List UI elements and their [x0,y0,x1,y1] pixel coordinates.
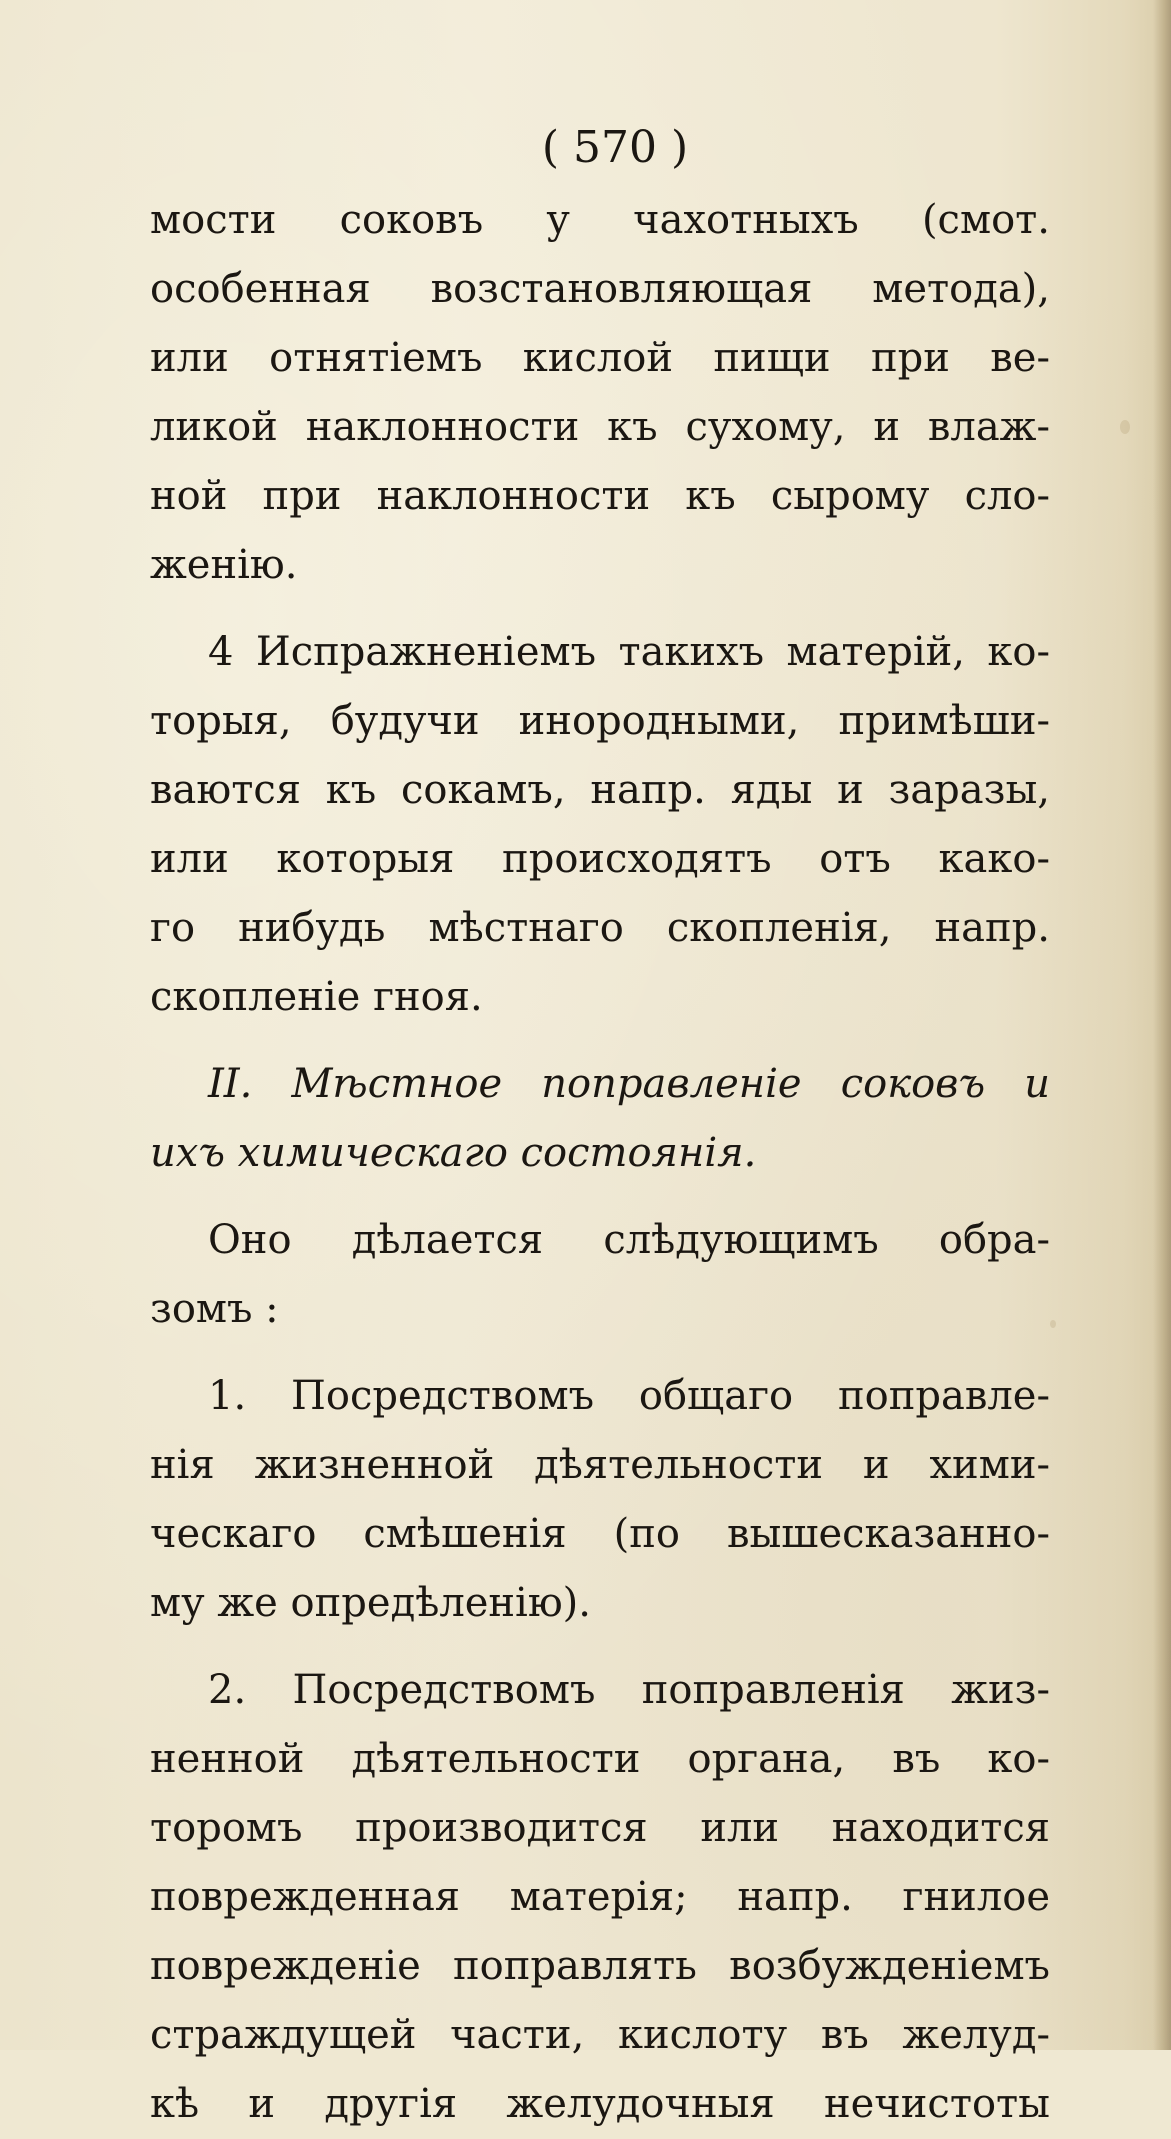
text-line: му же опредѣленiю). [150,1580,591,1626]
page-number: ( 570 ) [541,122,689,173]
section-heading-line: II. Мѣстное поправленiе соковъ и [208,1061,1050,1107]
text-line: зомъ : [150,1286,279,1332]
text-line: страждущей части, кислоту въ желуд- [150,2012,1050,2058]
list-item-1-line: 1. Посредствомъ общаго поправле- [208,1373,1050,1419]
list-item-4-line: 4 Испражненiемъ такихъ матерiй, ко- [208,629,1050,675]
text-line: кѣ и другiя желудочныя нечистоты [150,2081,1050,2127]
text-line: скопленiе гноя. [150,974,483,1020]
page-text [150,118,1050,2139]
page-spine-shadow [1153,0,1171,2050]
text-line: ной при наклонности къ сырому сло- [150,473,1050,519]
text-line: женiю. [150,542,298,588]
text-line: поврежденiе поправлять возбужденiемъ [150,1943,1050,1989]
text-line: торыя, будучи инородными, примѣши- [150,698,1050,744]
section-heading-line: ихъ химическаго состоянiя. [150,1130,757,1176]
text-line: поврежденная матерiя; напр. гнилое [150,1874,1050,1920]
text-line: ваются къ сокамъ, напр. яды и заразы, [150,767,1050,813]
paper-stain [1120,420,1130,434]
text-line: торомъ производится или находится [150,1805,1050,1851]
text-line: ненной дѣятельности органа, въ ко- [150,1736,1050,1782]
text-line: ческаго смѣшенiя (по вышесказанно- [150,1511,1050,1557]
text-line: мости соковъ у чахотныхъ (смот. [150,197,1050,243]
text-line: го нибудь мѣстнаго скопленiя, напр. [150,905,1050,951]
text-line: особенная возстановляющая метода), [150,266,1050,312]
paper-stain [1050,1320,1056,1328]
text-line: Оно дѣлается слѣдующимъ обра- [208,1217,1050,1263]
text-line: ликой наклонности къ сухому, и влаж- [150,404,1050,450]
text-line: или отнятiемъ кислой пищи при ве- [150,335,1050,381]
list-item-2-line: 2. Посредствомъ поправленiя жиз- [208,1667,1050,1713]
text-line: или которыя происходятъ отъ како- [150,836,1050,882]
text-line: нiя жизненной дѣятельности и хими- [150,1442,1050,1488]
